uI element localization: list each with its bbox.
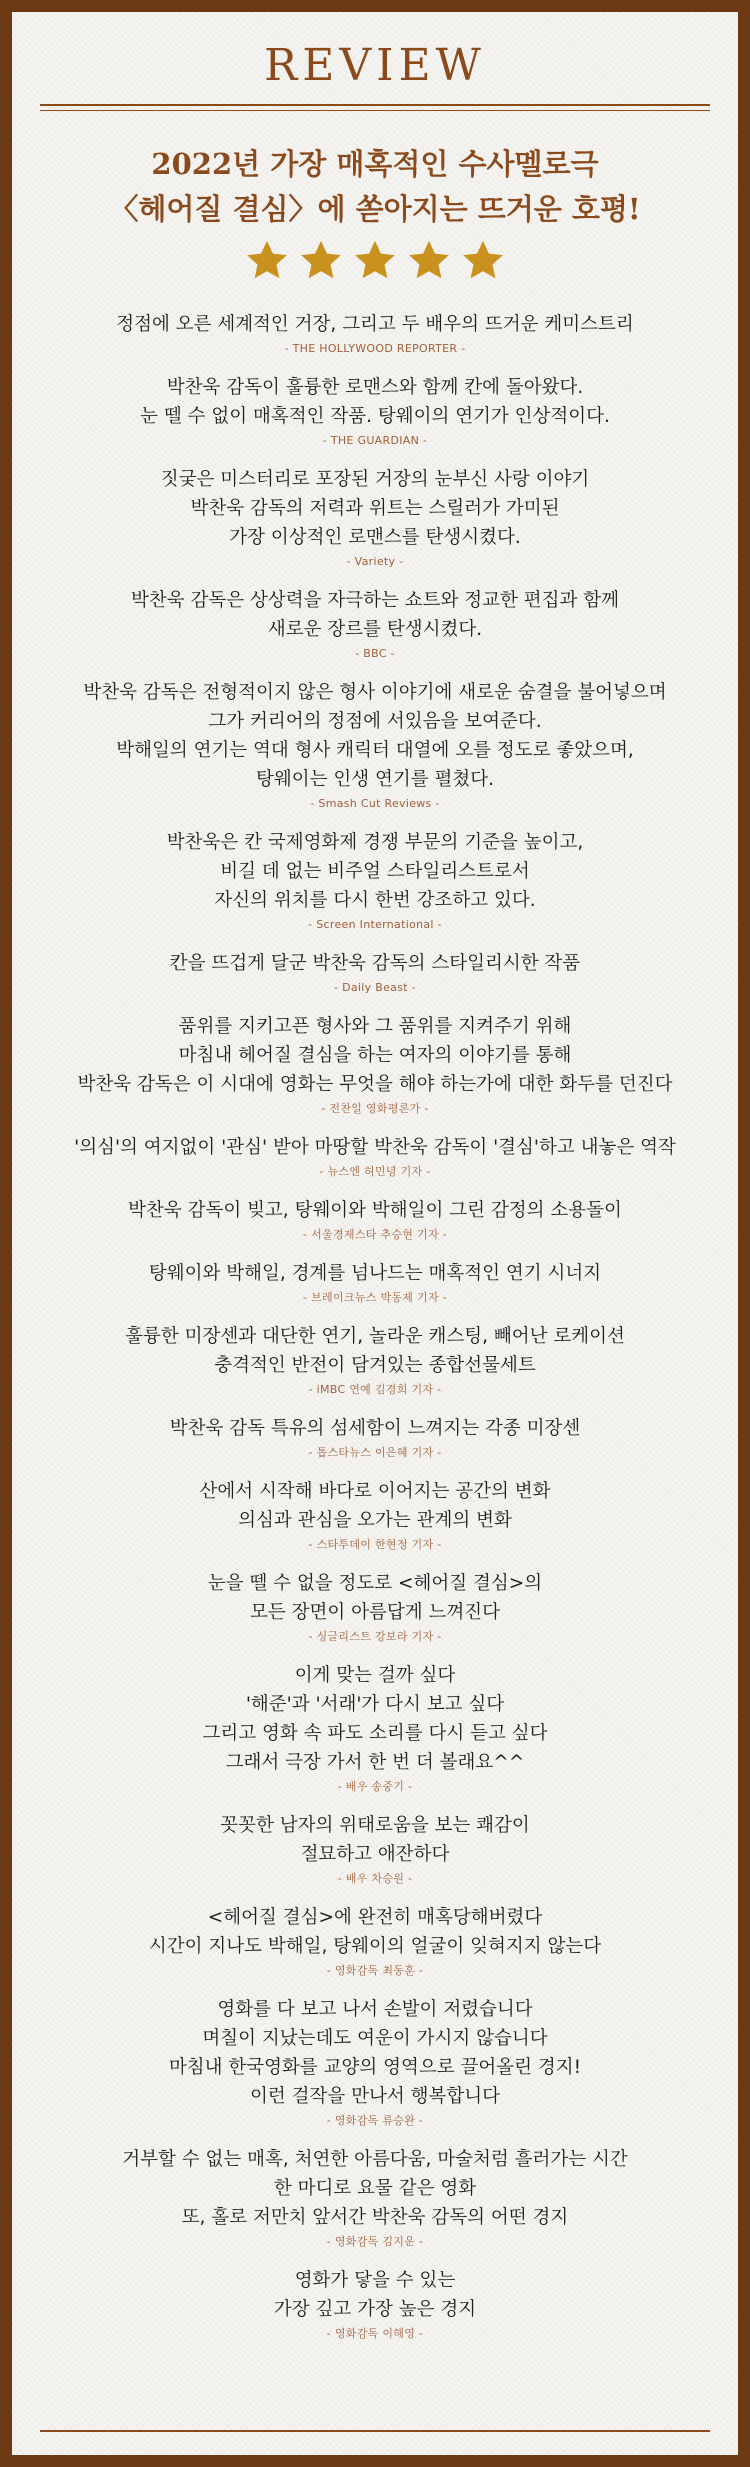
review-quote-line: 박찬욱 감독의 저력과 위트는 스릴러가 가미된	[190, 498, 560, 519]
review-quote	[12, 310, 738, 339]
review-source: - THE HOLLYWOOD REPORTER -	[284, 342, 466, 355]
review-item	[12, 2266, 738, 2344]
review-quote-line: 정점에 오른 세계적인 거장, 그리고 두 배우의 뜨거운 케미스트리	[116, 314, 634, 335]
top-divider-thin	[40, 110, 710, 111]
review-quote-line: '해준'과 '서래'가 다시 보고 싶다	[245, 1694, 505, 1715]
review-source: - THE GUARDIAN -	[322, 434, 428, 447]
review-item	[12, 2145, 738, 2252]
review-item	[12, 465, 738, 572]
review-item	[12, 1133, 738, 1182]
review-quote-line: 칸을 뜨겁게 달군 박찬욱 감독의 스타일리시한 작품	[169, 953, 581, 974]
review-quote	[12, 1569, 738, 1627]
review-quote-line: 박찬욱 감독은 전형적이지 않은 형사 이야기에 새로운 숨결을 불어넣으며	[83, 682, 667, 703]
review-list	[12, 310, 738, 2358]
review-quote	[12, 828, 738, 915]
review-quote	[12, 949, 738, 978]
review-quote-line: 가장 이상적인 로맨스를 탄생시켰다.	[229, 527, 521, 548]
review-quote	[12, 1133, 738, 1162]
review-item	[12, 1477, 738, 1555]
review-quote-line: 가장 깊고 가장 높은 경지	[273, 2299, 477, 2320]
review-source: - 스타투데이 한현정 기자 -	[308, 1538, 442, 1551]
review-quote-line: 충격적인 반전이 담겨있는 종합선물세트	[214, 1355, 536, 1376]
review-quote-line: 박찬욱은 칸 국제영화제 경쟁 부문의 기준을 높이고,	[166, 832, 584, 853]
review-quote-line: 자신의 위치를 다시 한번 강조하고 있다.	[214, 890, 536, 911]
review-quote-line: 박찬욱 감독은 상상력을 자극하는 쇼트와 정교한 편집과 함께	[131, 590, 619, 611]
review-quote-line: 꼿꼿한 남자의 위태로움을 보는 쾌감이	[220, 1815, 530, 1836]
review-quote	[12, 1811, 738, 1869]
headline-line: 〈헤어질 결심〉에 쏟아지는 뜨거운 호평!	[109, 192, 641, 226]
review-quote	[12, 1012, 738, 1099]
review-quote-line: 산에서 시작해 바다로 이어지는 공간의 변화	[199, 1481, 551, 1502]
review-item	[12, 310, 738, 359]
review-quote-line: 마침내 한국영화를 교양의 영역으로 끌어올린 경지!	[168, 2057, 582, 2078]
star-icon	[460, 238, 506, 284]
review-quote-line: 시간이 지나도 박해일, 탕웨이의 얼굴이 잊혀지지 않는다	[148, 1936, 602, 1957]
review-item	[12, 1322, 738, 1400]
review-quote-line: 비길 데 없는 비주얼 스타일리스트로서	[220, 861, 530, 882]
review-source: - Screen International -	[308, 918, 442, 931]
review-quote	[12, 465, 738, 552]
review-quote-line: 박찬욱 감독이 훌륭한 로맨스와 함께 칸에 돌아왔다.	[166, 377, 584, 398]
review-source: - 브레이크뉴스 박동제 기자 -	[303, 1291, 447, 1304]
review-quote-line: 그래서 극장 가서 한 번 더 볼래요^^	[225, 1752, 525, 1773]
review-source: - 영화감독 김지운 -	[326, 2235, 424, 2248]
review-quote-line: 박찬욱 감독이 빚고, 탕웨이와 박해일이 그린 감정의 소용돌이	[128, 1200, 622, 1221]
review-source: - Variety -	[346, 555, 404, 568]
review-source: - 영화감독 최동훈 -	[326, 1964, 424, 1977]
review-source: - 영화감독 류승완 -	[326, 2114, 424, 2127]
review-quote	[12, 1196, 738, 1225]
review-quote-line: 거부할 수 없는 매혹, 처연한 아름다움, 마술처럼 흘러가는 시간	[122, 2149, 628, 2170]
review-quote-line: 의심과 관심을 오가는 관계의 변화	[238, 1510, 512, 1531]
review-quote	[12, 586, 738, 644]
review-item	[12, 1259, 738, 1308]
review-quote	[12, 373, 738, 431]
review-quote-line: 눈 뗄 수 없이 매혹적인 작품. 탕웨이의 연기가 인상적이다.	[140, 406, 610, 427]
review-item	[12, 949, 738, 998]
review-quote-line: 탕웨이와 박해일, 경계를 넘나드는 매혹적인 연기 시너지	[148, 1263, 602, 1284]
review-item	[12, 1012, 738, 1119]
review-item	[12, 1414, 738, 1463]
review-item	[12, 828, 738, 935]
review-quote	[12, 1661, 738, 1777]
star-icon	[406, 238, 452, 284]
review-quote-line: '의심'의 여지없이 '관심' 받아 마땅할 박찬욱 감독이 '결심'하고 내놓은 역작	[74, 1137, 676, 1158]
review-source: - 서울경제스타 추승현 기자 -	[303, 1228, 447, 1241]
review-quote-line: 짓궂은 미스터리로 포장된 거장의 눈부신 사랑 이야기	[160, 469, 590, 490]
review-quote-line: 훌륭한 미장센과 대단한 연기, 놀라운 캐스팅, 빼어난 로케이션	[125, 1326, 625, 1347]
review-source: - iMBC 연예 김경희 기자 -	[308, 1383, 442, 1396]
review-quote-line: 탕웨이는 인생 연기를 펼쳤다.	[256, 769, 494, 790]
review-quote-line: 박해일의 연기는 역대 형사 캐릭터 대열에 오를 정도로 좋았으며,	[116, 740, 634, 761]
star-icon	[352, 238, 398, 284]
review-source: - Daily Beast -	[334, 981, 416, 994]
review-source: - 배우 차승원 -	[337, 1872, 413, 1885]
review-quote-line: 그리고 영화 속 파도 소리를 다시 듣고 싶다	[202, 1723, 548, 1744]
review-quote	[12, 1903, 738, 1961]
review-quote-line: 절묘하고 애잔하다	[300, 1844, 450, 1865]
review-source: - 톱스타뉴스 이은혜 기자 -	[308, 1446, 442, 1459]
review-source: - BBC -	[355, 647, 395, 660]
review-item	[12, 1995, 738, 2131]
review-quote	[12, 1414, 738, 1443]
review-quote-line: 며칠이 지났는데도 여운이 가시지 않습니다	[202, 2028, 548, 2049]
review-quote-line: 한 마디로 요물 같은 영화	[273, 2178, 477, 2199]
star-icon	[298, 238, 344, 284]
review-quote-line: 박찬욱 감독 특유의 섬세함이 느껴지는 각종 미장센	[169, 1418, 581, 1439]
review-quote	[12, 1477, 738, 1535]
review-item	[12, 373, 738, 451]
review-item	[12, 678, 738, 814]
review-quote-line: 이게 맞는 걸까 싶다	[294, 1665, 456, 1686]
review-item	[12, 1811, 738, 1889]
review-quote-line: 영화를 다 보고 나서 손발이 저렸습니다	[217, 1999, 533, 2020]
review-item	[12, 586, 738, 664]
review-quote-line: 이런 걸작을 만나서 행복합니다	[250, 2086, 500, 2107]
review-item	[12, 1196, 738, 1245]
review-quote-line: 그가 커리어의 정점에 서있음을 보여준다.	[208, 711, 542, 732]
review-quote-line: 영화가 닿을 수 있는	[294, 2270, 456, 2291]
review-quote	[12, 1259, 738, 1288]
top-divider	[40, 104, 710, 106]
review-source: - 영화감독 이해영 -	[326, 2327, 424, 2340]
star-icon	[244, 238, 290, 284]
review-source: - 배우 송중기 -	[337, 1780, 413, 1793]
review-quote	[12, 1995, 738, 2111]
review-item	[12, 1661, 738, 1797]
review-quote-line: 품위를 지키고픈 형사와 그 품위를 지켜주기 위해	[178, 1016, 572, 1037]
review-quote-line: <헤어질 결심>에 완전히 매혹당해버렸다	[207, 1907, 543, 1928]
review-quote-line: 새로운 장르를 탄생시켰다.	[267, 619, 483, 640]
review-source: - 싱글리스트 강보라 기자 -	[308, 1630, 442, 1643]
review-quote	[12, 2266, 738, 2324]
review-quote	[12, 1322, 738, 1380]
bottom-divider	[40, 2430, 710, 2432]
headline	[12, 142, 738, 232]
review-quote	[12, 2145, 738, 2232]
review-item	[12, 1903, 738, 1981]
review-source: - 전찬일 영화평론가 -	[321, 1102, 429, 1115]
review-source: - 뉴스엔 허민녕 기자 -	[319, 1165, 431, 1178]
review-quote-line: 마침내 헤어질 결심을 하는 여자의 이야기를 통해	[178, 1045, 572, 1066]
headline-line: 2022년 가장 매혹적인 수사멜로극	[151, 147, 599, 181]
review-quote-line: 또, 홀로 저만치 앞서간 박찬욱 감독의 어떤 경지	[181, 2207, 569, 2228]
rating-stars	[12, 238, 738, 288]
review-quote-line: 눈을 뗄 수 없을 정도로 <헤어질 결심>의	[207, 1573, 543, 1594]
review-item	[12, 1569, 738, 1647]
review-quote-line: 모든 장면이 아름답게 느껴진다	[250, 1602, 500, 1623]
review-quote-line: 박찬욱 감독은 이 시대에 영화는 무엇을 해야 하는가에 대한 화두를 던진다	[77, 1074, 673, 1095]
review-quote	[12, 678, 738, 794]
review-source: - Smash Cut Reviews -	[310, 797, 440, 810]
page-title: REVIEW	[264, 40, 486, 91]
